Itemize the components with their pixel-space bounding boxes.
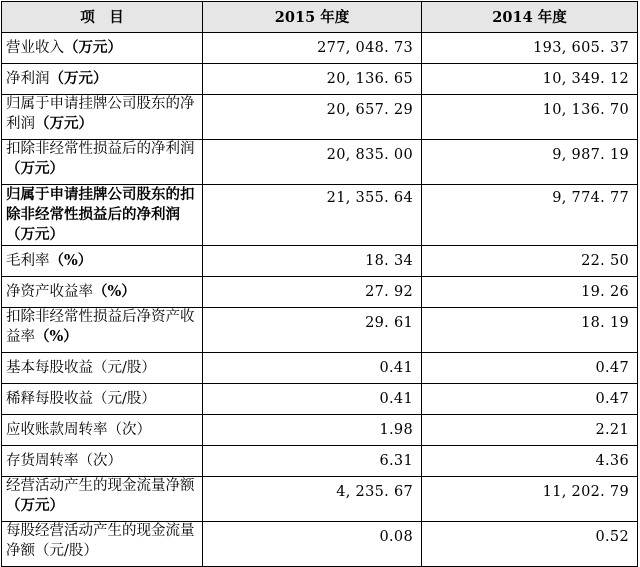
value-2014: 9, 774. 77 <box>422 185 638 246</box>
value-2014: 10, 349. 12 <box>422 64 638 95</box>
label-unit: （%） <box>35 328 78 345</box>
row-label <box>2 95 203 140</box>
value-2014: 2.21 <box>422 415 638 446</box>
value-2015: 0.41 <box>203 384 422 415</box>
label-unit: 归属于申请挂牌公司股东的扣除非经常性损益后的净利润（万元） <box>6 186 195 243</box>
label-unit: （%） <box>49 252 93 269</box>
row-label <box>2 446 203 477</box>
row-label <box>2 277 203 308</box>
value-2015: 18. 34 <box>203 246 422 277</box>
table-row <box>2 415 638 446</box>
label-text: 扣除非经常性损益后净资产收益率 <box>6 309 195 345</box>
table-row <box>2 140 638 185</box>
label-text: 每股经营活动产生的现金流量净额（元/股） <box>6 523 195 559</box>
label-unit: （万元） <box>6 497 64 514</box>
table-row <box>2 522 638 567</box>
table-row <box>2 384 638 415</box>
value-2015: 27. 92 <box>203 277 422 308</box>
label-unit: （万元） <box>35 115 93 132</box>
label-text: 净资产收益率 <box>6 284 93 300</box>
header-2014: 2014 年度 <box>422 2 638 33</box>
value-2014: 193, 605. 37 <box>422 33 638 64</box>
label-text: 基本每股收益（元/股） <box>6 360 156 376</box>
label-unit: （万元） <box>6 160 64 177</box>
table-row <box>2 95 638 140</box>
header-2015: 2015 年度 <box>203 2 422 33</box>
table-row <box>2 477 638 522</box>
value-2014: 19. 26 <box>422 277 638 308</box>
value-2015: 0.08 <box>203 522 422 567</box>
header-item: 项 目 <box>2 2 203 33</box>
row-label <box>2 246 203 277</box>
value-2015: 0.41 <box>203 353 422 384</box>
label-unit: （万元） <box>64 39 122 56</box>
value-2014: 10, 136. 70 <box>422 95 638 140</box>
table-row <box>2 446 638 477</box>
table-row <box>2 185 638 246</box>
financial-indicators-table <box>1 1 638 567</box>
value-2015: 21, 355. 64 <box>203 185 422 246</box>
value-2015: 277, 048. 73 <box>203 33 422 64</box>
label-text: 净利润 <box>6 71 50 87</box>
label-text: 稀释每股收益（元/股） <box>6 391 156 407</box>
value-2015: 20, 835. 00 <box>203 140 422 185</box>
label-text: 毛利率 <box>6 253 50 269</box>
value-2014: 4.36 <box>422 446 638 477</box>
table-row <box>2 33 638 64</box>
row-label <box>2 185 203 246</box>
label-unit: （万元） <box>49 70 108 87</box>
row-label <box>2 33 203 64</box>
row-label <box>2 353 203 384</box>
table-header-row <box>2 2 638 33</box>
label-text: 经营活动产生的现金流量净额 <box>6 478 195 494</box>
row-label <box>2 522 203 567</box>
row-label <box>2 308 203 353</box>
value-2014: 22. 50 <box>422 246 638 277</box>
label-unit: （%） <box>93 283 136 300</box>
value-2014: 0.47 <box>422 384 638 415</box>
table-row <box>2 308 638 353</box>
row-label <box>2 64 203 95</box>
label-text: 应收账款周转率（次） <box>6 422 151 438</box>
table-row <box>2 353 638 384</box>
value-2015: 29. 61 <box>203 308 422 353</box>
row-label <box>2 140 203 185</box>
value-2014: 0.52 <box>422 522 638 567</box>
label-text: 存货周转率（次） <box>6 453 122 469</box>
label-text: 扣除非经常性损益后的净利润 <box>6 141 195 157</box>
label-text: 归属于申请挂牌公司股东的净利润 <box>6 96 195 132</box>
row-label <box>2 384 203 415</box>
value-2015: 1.98 <box>203 415 422 446</box>
value-2015: 4, 235. 67 <box>203 477 422 522</box>
value-2015: 20, 136. 65 <box>203 64 422 95</box>
row-label <box>2 477 203 522</box>
label-text: 营业收入 <box>6 40 64 56</box>
table-row <box>2 277 638 308</box>
table-row <box>2 246 638 277</box>
value-2014: 18. 19 <box>422 308 638 353</box>
value-2015: 6.31 <box>203 446 422 477</box>
value-2015: 20, 657. 29 <box>203 95 422 140</box>
value-2014: 11, 202. 79 <box>422 477 638 522</box>
value-2014: 0.47 <box>422 353 638 384</box>
value-2014: 9, 987. 19 <box>422 140 638 185</box>
row-label <box>2 415 203 446</box>
table-row <box>2 64 638 95</box>
